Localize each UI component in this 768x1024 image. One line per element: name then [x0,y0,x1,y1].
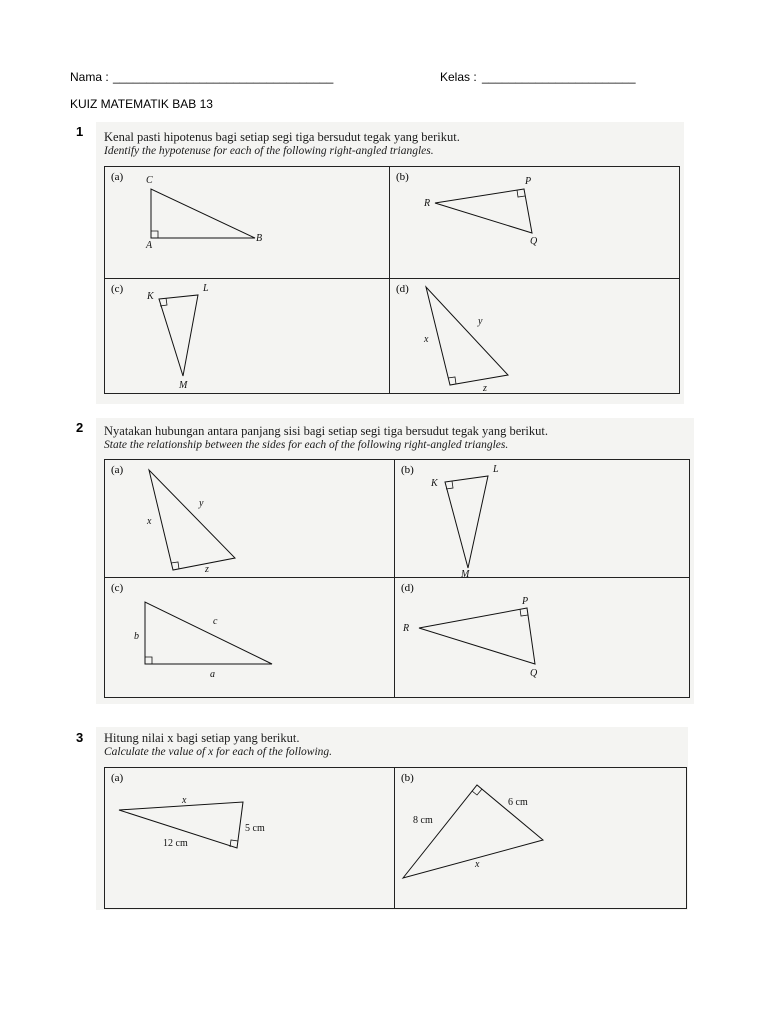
vertex-label: Q [530,668,538,679]
part-label: (b) [401,772,414,784]
triangle-diagram [105,578,395,697]
part-label: (d) [396,283,409,295]
vertex-label: P [522,596,529,607]
part-label: (d) [401,582,414,594]
side-label: x [147,516,152,527]
part-label: (b) [401,464,414,476]
part-a-cell [105,167,390,279]
part-label: (b) [396,171,409,183]
side-label: z [205,564,209,575]
vertex-label: M [461,569,470,580]
question-text-english: Identify the hypotenuse for each of the following right-angled triangles. [104,145,434,157]
quiz-title: KUIZ MATEMATIK BAB 13 [70,97,213,111]
side-label: z [483,383,487,394]
vertex-label: P [525,176,532,187]
triangle-diagram [390,167,679,279]
triangle-diagram [395,460,689,578]
side-label: x [182,795,187,806]
triangle-diagram [390,279,679,393]
class-label: Kelas : [440,70,477,84]
part-a-cell [105,460,395,578]
vertex-label: K [431,478,438,489]
part-label: (a) [111,171,124,183]
question-text-malay: Kenal pasti hipotenus bagi setiap segi tiga bersudut tegak yang berikut. [104,130,460,144]
vertex-label: L [203,283,209,294]
part-b-cell [395,768,686,908]
question-2-grid [104,459,690,698]
side-label: 12 cm [163,838,188,849]
question-1-grid [104,166,680,394]
question-text-malay: Hitung nilai x bagi setiap yang berikut. [104,731,300,745]
vertex-label: L [493,464,499,475]
part-a-cell [105,768,395,908]
part-d-cell [390,279,679,393]
vertex-label: M [179,380,188,391]
question-text [104,731,332,758]
name-line[interactable]: _________________________________ [113,70,334,84]
question-3-grid [104,767,687,909]
triangle-diagram [105,768,395,908]
part-label: (a) [111,772,124,784]
part-label: (c) [111,283,124,295]
triangle-diagram [395,578,689,697]
part-b-cell [395,460,689,578]
vertex-label: A [146,240,153,251]
part-label: (c) [111,582,124,594]
triangle-diagram [105,167,390,279]
side-label: c [213,616,218,627]
question-text-malay: Nyatakan hubungan antara panjang sisi bagi setiap segi tiga bersudut tegak yang berikut. [104,424,548,438]
vertex-label: K [147,291,154,302]
triangle-diagram [395,768,686,908]
part-b-cell [390,167,679,279]
part-label: (a) [111,464,124,476]
question-text [104,130,460,157]
side-label: x [424,334,429,345]
triangle-diagram [105,460,395,578]
vertex-label: R [424,198,431,209]
question-text-english: Calculate the value of x for each of the following. [104,746,333,758]
part-d-cell [395,578,689,697]
part-c-cell [105,578,395,697]
vertex-label: C [146,175,153,186]
vertex-label: Q [530,236,538,247]
vertex-label: B [256,233,263,244]
question-text-english: State the relationship between the sides for each of the following right-angled triangles. [104,439,509,451]
question-number: 2 [76,420,84,435]
side-label: 5 cm [245,823,265,834]
side-label: 8 cm [413,815,433,826]
part-c-cell [105,279,390,393]
vertex-label: R [403,623,410,634]
side-label: 6 cm [508,797,528,808]
question-number: 3 [76,730,84,745]
question-number: 1 [76,124,84,139]
name-label: Nama : [70,70,109,84]
side-label: b [134,631,139,642]
side-label: y [478,316,483,327]
side-label: y [199,498,204,509]
question-text [104,424,548,451]
class-line[interactable]: _______________________ [482,70,636,84]
side-label: x [475,859,480,870]
triangle-diagram [105,279,390,393]
side-label: a [210,669,215,680]
